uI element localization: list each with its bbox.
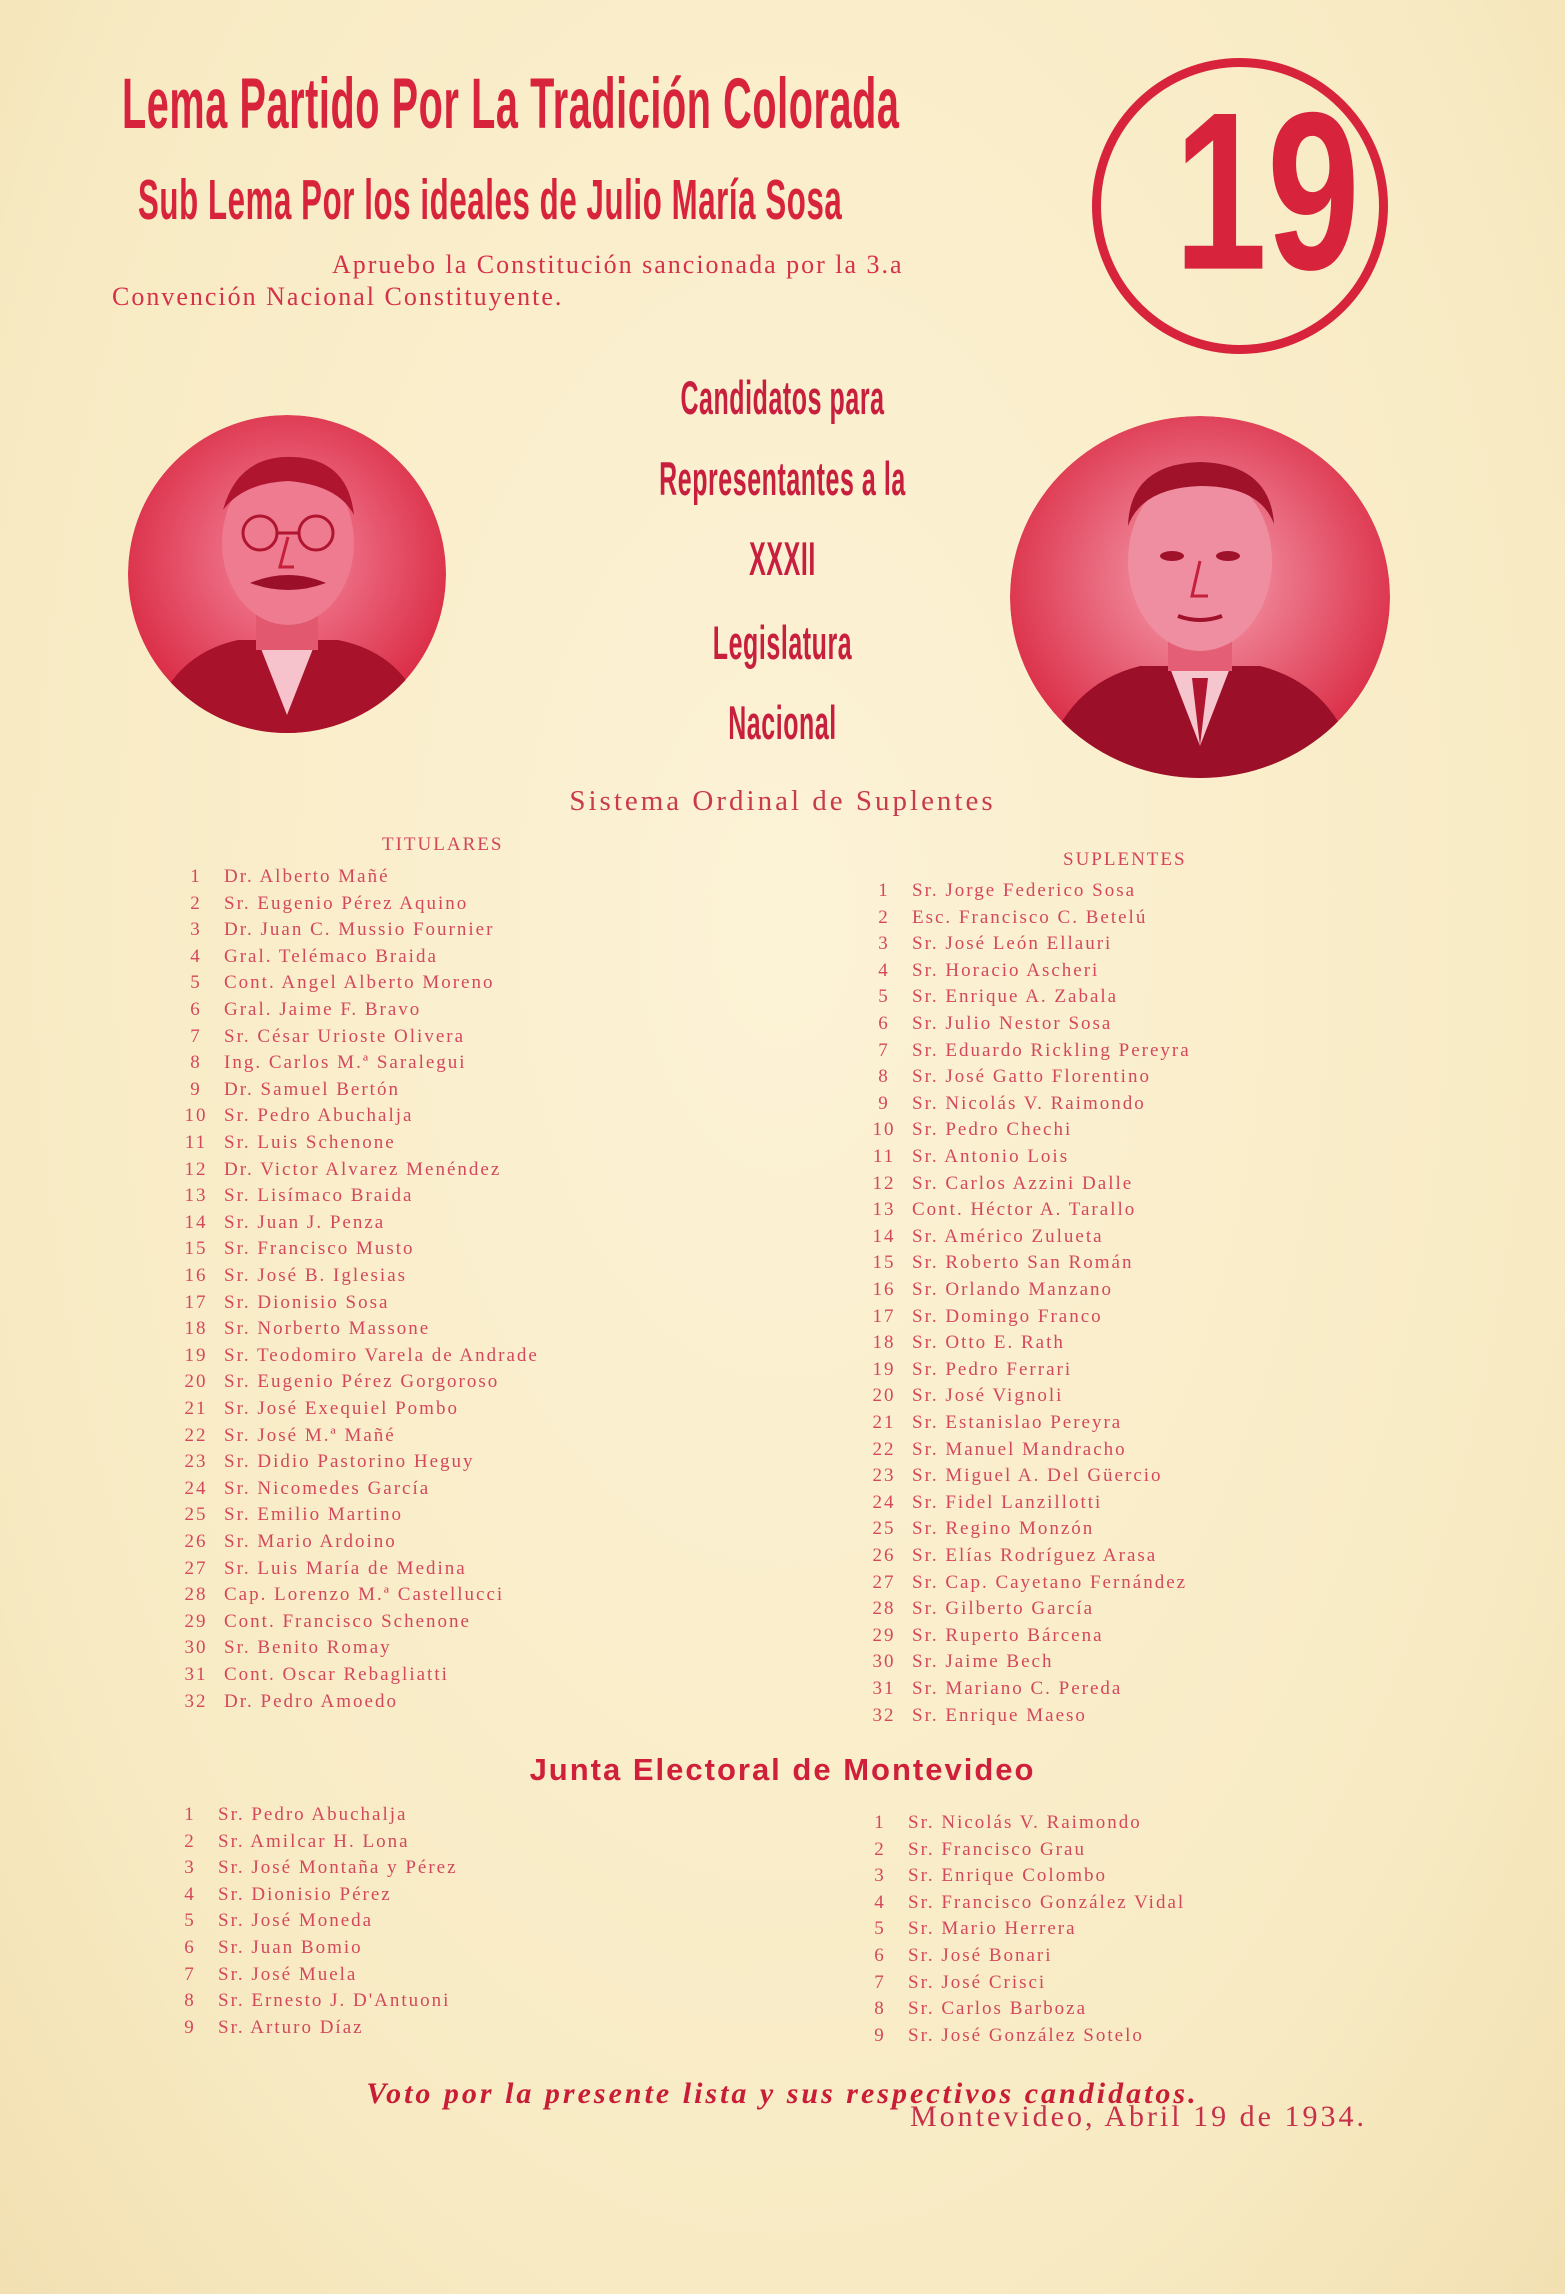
list-number: 2 [190,892,202,914]
suplente-row [866,1492,1102,1514]
candidate-name: Sr. José B. Iglesias [224,1265,408,1286]
candidate-name: Sr. Carlos Barboza [908,1998,1088,2020]
list-number: 1 [874,1812,886,1833]
candidate-name: Ing. Carlos M.ª Saralegui [224,1052,467,1074]
list-number: 2 [184,1830,196,1852]
date-line: Montevideo, Abril 19 de 1934. [910,2100,1367,2133]
candidate-name: Sr. Amilcar H. Lona [218,1830,410,1852]
candidate-name: Sr. José Muela [218,1963,358,1985]
candidate-name: Dr. Juan C. Mussio Fournier [224,919,495,941]
list-number: 13 [872,1199,896,1221]
candidate-name: Sr. Pedro Ferrari [912,1358,1073,1380]
list-number: 12 [184,1158,208,1180]
suplente-row [866,1013,1112,1035]
candidate-name: Sr. Domingo Franco [912,1305,1103,1327]
candidate-name: Sr. Cap. Cayetano Fernández [912,1571,1188,1593]
titular-row [178,1637,392,1659]
list-number: 5 [184,1910,196,1932]
junta-titular-row [172,1857,458,1879]
titular-row [178,866,390,888]
candidate-name: Sr. José Exequiel Pombo [224,1398,459,1419]
titular-row [178,1079,400,1101]
titular-row [178,1052,467,1074]
candidate-name: Sr. Eugenio Pérez Gorgoroso [224,1371,500,1393]
candidate-name: Cap. Lorenzo M.ª Castellucci [224,1584,505,1606]
list-number: 23 [872,1465,896,1487]
candidate-name: Sr. Enrique Colombo [908,1865,1107,1887]
candidate-name: Sr. Horacio Ascheri [912,959,1100,981]
suplente-row [866,1199,1136,1221]
titular-row [178,1292,389,1314]
titular-row [178,893,468,915]
list-number: 19 [1174,66,1360,317]
candidate-name: Sr. Pedro Chechi [912,1119,1073,1141]
junta-titular-row [172,1831,410,1853]
list-number: 27 [184,1557,208,1579]
candidate-name: Sr. José León Ellauri [912,933,1113,955]
list-number: 15 [184,1238,208,1260]
list-number: 16 [872,1279,896,1300]
list-number: 20 [184,1371,208,1393]
titular-row [178,1238,415,1260]
list-number: 29 [184,1610,208,1632]
suplente-row [866,1545,1157,1567]
candidates-heading-line-2: Representantes a la [659,453,906,506]
suplente-row [866,907,1147,929]
titular-row [178,1026,465,1048]
candidate-name: Sr. Elías Rodríguez Arasa [912,1545,1158,1566]
list-number: 19 [872,1358,896,1380]
candidate-name: Sr. Mariano C. Pereda [912,1678,1123,1699]
candidate-name: Sr. José M.ª Mañé [224,1424,396,1446]
list-number: 7 [184,1963,196,1985]
list-number: 6 [874,1945,886,1966]
suplente-row [866,1651,1053,1673]
list-number: 21 [184,1398,208,1419]
candidate-name: Sr. Pedro Abuchalja [224,1105,414,1127]
list-number: 19 [184,1344,208,1366]
list-number: 1 [878,880,890,901]
candidate-name: Sr. Gilberto García [912,1598,1095,1620]
candidate-name: Sr. Dionisio Sosa [224,1291,390,1313]
junta-suplente-row [862,1812,1142,1834]
candidate-name: Gral. Jaime F. Bravo [224,999,422,1020]
list-number: 24 [872,1491,896,1513]
titular-row [178,1691,398,1713]
candidate-name: Sr. Emilio Martino [224,1504,404,1526]
list-number: 9 [190,1078,202,1100]
candidate-name: Sr. José Moneda [218,1910,374,1932]
list-number: 20 [872,1385,896,1407]
candidate-name: Sr. Carlos Azzini Dalle [912,1172,1134,1194]
suplente-row [866,1226,1104,1248]
candidate-name: Sr. Jorge Federico Sosa [912,880,1137,901]
junta-suplente-row [862,1945,1053,1967]
list-number: 21 [872,1412,896,1433]
candidate-name: Sr. José González Sotelo [908,2024,1144,2046]
candidate-name: Sr. Miguel A. Del Güercio [912,1465,1163,1487]
list-number: 30 [184,1637,208,1659]
titular-row [178,1212,385,1234]
candidate-name: Sr. Roberto San Román [912,1252,1134,1274]
suplente-row [866,1279,1113,1301]
list-number: 5 [190,972,202,994]
suplente-row [866,1705,1087,1727]
candidate-name: Sr. Teodomiro Varela de Andrade [224,1344,539,1366]
titular-row [178,946,438,968]
list-number: 1 [190,866,202,887]
list-number: 9 [184,2016,196,2038]
list-number: 11 [872,1146,896,1167]
candidate-name: Sr. Francisco Musto [224,1238,415,1260]
candidate-name: Sr. Antonio Lois [912,1146,1070,1167]
candidate-name: Sr. Didio Pastorino Heguy [224,1451,475,1473]
suplente-row [866,1572,1187,1594]
candidate-name: Sr. Nicomedes García [224,1477,431,1499]
list-number: 17 [184,1291,208,1313]
junta-titular-row [172,1804,407,1826]
suplente-row [866,986,1118,1008]
junta-titular-row [172,2017,364,2039]
candidate-name: Sr. Ruperto Bárcena [912,1624,1104,1646]
suplente-row [866,1252,1133,1274]
list-number: 9 [878,1092,890,1114]
candidate-name: Sr. Manuel Mandracho [912,1438,1127,1460]
suplente-row [866,1439,1127,1461]
titular-row [178,1132,396,1154]
junta-titular-row [172,1990,450,2012]
list-number: 3 [874,1865,886,1887]
titular-row [178,1478,430,1500]
candidates-heading-line-4: Legislatura [712,617,853,670]
candidate-name: Sr. Estanislao Pereyra [912,1412,1123,1433]
list-number: 4 [878,959,890,981]
candidate-name: Dr. Samuel Bertón [224,1078,400,1100]
list-number: 31 [872,1678,896,1699]
candidate-name: Sr. Mario Ardoino [224,1531,397,1552]
list-number: 26 [872,1545,896,1566]
list-number: 3 [184,1857,196,1879]
candidate-name: Gral. Telémaco Braida [224,945,438,967]
suplente-row [866,1306,1103,1328]
candidates-heading-line-5: Nacional [728,697,837,750]
candidate-name: Dr. Alberto Mañé [224,866,390,887]
candidate-name: Sr. Enrique A. Zabala [912,986,1119,1008]
list-number: 29 [872,1624,896,1646]
candidates-heading-line-1: Candidatos para [680,372,885,425]
candidate-name: Cont. Francisco Schenone [224,1610,471,1632]
junta-suplente-row [862,1972,1046,1994]
junta-suplente-row [862,2025,1144,2047]
list-number: 15 [872,1252,896,1274]
list-number: 8 [874,1998,886,2020]
titulares-heading: TITULARES [382,834,504,855]
list-number: 5 [878,986,890,1008]
list-number: 7 [190,1025,202,1047]
candidate-name: Sr. Nicolás V. Raimondo [908,1812,1142,1833]
apruebo-line-1: Apruebo la Constitución sancionada por la 3.a [332,250,904,279]
lema-title: Lema Partido Por La Tradición Colorada [122,63,900,143]
candidate-name: Sr. Dionisio Pérez [218,1883,392,1905]
junta-titular-row [172,1964,357,1986]
list-number: 27 [872,1571,896,1593]
candidate-name: Cont. Héctor A. Tarallo [912,1199,1137,1221]
list-number: 6 [878,1013,890,1034]
titular-row [178,972,494,994]
suplente-row [866,1598,1094,1620]
candidate-name: Sr. Nicolás V. Raimondo [912,1092,1146,1114]
candidate-name: Sr. Ernesto J. D'Antuoni [218,1990,451,2012]
sub-lema-title: Sub Lema Por los ideales de Julio María Sosa [138,169,843,232]
candidate-name: Sr. Jaime Bech [912,1651,1054,1673]
list-number: 8 [878,1066,890,1088]
suplente-row [866,1066,1151,1088]
candidate-name: Sr. Enrique Maeso [912,1704,1087,1726]
junta-heading: Junta Electoral de Montevideo [529,1752,1036,1787]
candidate-name: Sr. Francisco González Vidal [908,1891,1186,1913]
titular-row [178,1504,403,1526]
candidate-name: Sr. Orlando Manzano [912,1279,1114,1300]
suplente-row [866,1119,1072,1141]
list-number: 11 [184,1132,208,1153]
list-number: 16 [184,1265,208,1286]
list-number: 8 [184,1990,196,2012]
junta-suplente-row [862,1839,1086,1861]
junta-titular-row [172,1910,373,1932]
junta-titular-row [172,1937,363,1959]
list-number: 26 [184,1531,208,1552]
titular-row [178,1185,413,1207]
suplente-row [866,1359,1072,1381]
junta-suplente-row [862,1998,1087,2020]
list-number: 10 [184,1105,208,1127]
suplente-row [866,1173,1133,1195]
list-number: 2 [874,1838,886,1860]
list-number: 8 [190,1052,202,1074]
list-number: 18 [872,1332,896,1354]
candidate-name: Sr. Norberto Massone [224,1318,431,1340]
candidate-name: Sr. Mario Herrera [908,1918,1077,1940]
candidate-name: Sr. Francisco Grau [908,1838,1086,1860]
junta-suplente-row [862,1892,1185,1914]
titular-row [178,1105,413,1127]
titular-row [178,1159,501,1181]
candidate-name: Sr. Luis María de Medina [224,1557,467,1579]
suplente-row [866,1093,1146,1115]
candidate-name: Sr. Eugenio Pérez Aquino [224,892,469,914]
suplente-row [866,1518,1094,1540]
list-number: 28 [184,1584,208,1606]
candidate-name: Sr. Lisímaco Braida [224,1185,414,1207]
candidate-name: Sr. Luis Schenone [224,1132,396,1153]
candidate-name: Sr. Juan Bomio [218,1937,363,1958]
junta-suplente-row [862,1918,1077,1940]
candidate-name: Sr. Juan J. Penza [224,1211,386,1233]
list-number: 25 [872,1518,896,1540]
suplente-row [866,1146,1069,1168]
candidate-name: Dr. Pedro Amoedo [224,1690,398,1712]
candidate-name: Sr. José Crisci [908,1971,1047,1993]
list-number: 32 [184,1690,208,1712]
candidate-name: Sr. Julio Nestor Sosa [912,1013,1113,1034]
titular-row [178,999,421,1021]
suplente-row [866,1332,1065,1354]
list-number: 3 [190,919,202,941]
list-number: 4 [874,1891,886,1913]
list-number: 9 [874,2024,886,2046]
candidate-name: Sr. José Gatto Florentino [912,1066,1151,1088]
candidates-heading-line-3: XXXII [749,533,816,586]
candidate-name: Cont. Angel Alberto Moreno [224,972,495,994]
titular-row [178,1265,407,1287]
list-number: 10 [872,1119,896,1141]
suplente-row [866,1412,1122,1434]
list-number: 25 [184,1504,208,1526]
suplente-row [866,1678,1122,1700]
list-number: 1 [184,1804,196,1825]
list-number: 6 [184,1937,196,1958]
list-number: 14 [872,1225,896,1247]
titular-row [178,1451,475,1473]
titular-row [178,1558,467,1580]
list-number: 3 [878,933,890,955]
titular-row [178,1345,539,1367]
sistema-heading: Sistema Ordinal de Suplentes [569,785,996,817]
candidate-name: Sr. Benito Romay [224,1637,392,1659]
voto-statement: Voto por la presente lista y sus respectivos candidatos. [366,2077,1199,2110]
titular-row [178,1371,499,1393]
list-number: 2 [878,906,890,928]
list-number: 7 [878,1039,890,1061]
candidate-name: Cont. Oscar Rebagliatti [224,1664,449,1685]
junta-suplente-row [862,1865,1107,1887]
junta-titular-row [172,1884,392,1906]
suplentes-heading: SUPLENTES [1063,849,1187,870]
list-number: 4 [190,945,202,967]
candidate-name: Sr. Regino Monzón [912,1518,1095,1540]
candidate-name: Sr. José Bonari [908,1945,1053,1966]
list-number: 13 [184,1185,208,1207]
list-number: 18 [184,1318,208,1340]
suplente-row [866,1385,1063,1407]
suplente-row [866,960,1099,982]
suplente-row [866,933,1112,955]
list-number: 17 [872,1305,896,1327]
list-number: 7 [874,1971,886,1993]
suplente-row [866,880,1136,902]
list-number: 4 [184,1883,196,1905]
apruebo-line-2: Convención Nacional Constituyente. [112,282,564,311]
list-number: 32 [872,1704,896,1726]
list-number: 14 [184,1211,208,1233]
candidate-name: Sr. Fidel Lanzillotti [912,1491,1103,1513]
list-number: 31 [184,1664,208,1685]
list-number: 23 [184,1451,208,1473]
candidate-name: Sr. José Vignoli [912,1385,1064,1407]
suplente-row [866,1465,1163,1487]
candidate-name: Dr. Victor Alvarez Menéndez [224,1158,502,1180]
list-number: 5 [874,1918,886,1940]
titular-row [178,1318,430,1340]
candidate-name: Sr. Arturo Díaz [218,2016,364,2038]
candidate-name: Sr. José Montaña y Pérez [218,1857,458,1879]
candidate-name: Sr. Pedro Abuchalja [218,1804,408,1825]
suplente-row [866,1625,1104,1647]
candidate-name: Sr. César Urioste Olivera [224,1025,466,1047]
titular-row [178,1584,504,1606]
candidate-name: Esc. Francisco C. Betelú [912,906,1148,928]
list-number: 24 [184,1477,208,1499]
candidate-name: Sr. Eduardo Rickling Pereyra [912,1039,1191,1061]
titular-row [178,1611,471,1633]
titular-row [178,919,494,941]
list-number: 22 [872,1438,896,1460]
titular-row [178,1398,459,1420]
titular-row [178,1664,449,1686]
titular-row [178,1425,396,1447]
candidate-name: Sr. Américo Zulueta [912,1225,1104,1247]
list-number: 30 [872,1651,896,1673]
list-number: 28 [872,1598,896,1620]
suplente-row [866,1040,1191,1062]
list-number: 6 [190,999,202,1020]
list-number: 12 [872,1172,896,1194]
titular-row [178,1531,397,1553]
candidate-name: Sr. Otto E. Rath [912,1332,1065,1354]
list-number: 22 [184,1424,208,1446]
